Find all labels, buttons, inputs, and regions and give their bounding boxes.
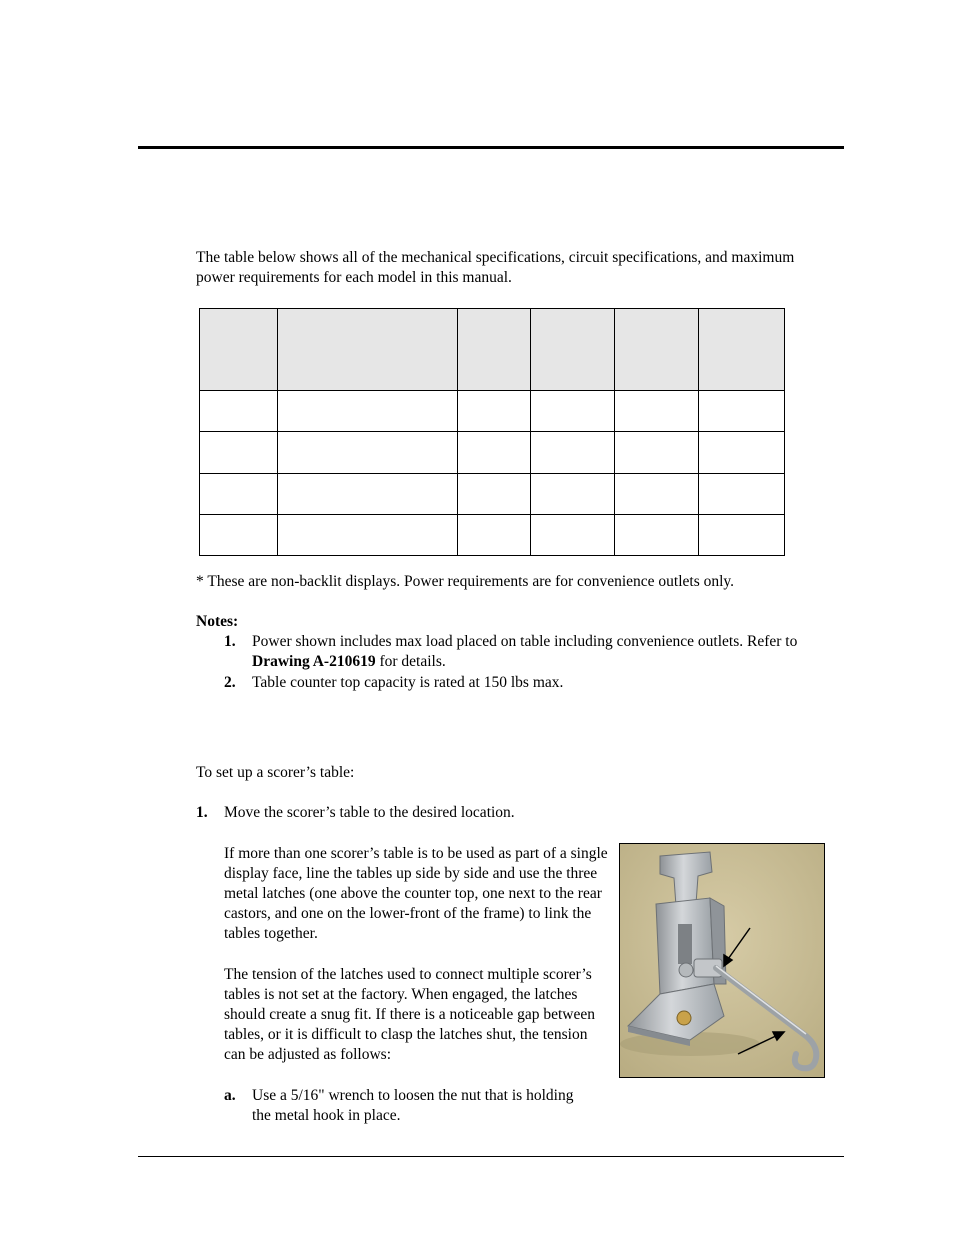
table-cell [458,391,531,432]
note-number: 2. [224,674,236,691]
table-cell [615,432,699,473]
table-cell [200,432,278,473]
table-cell [531,391,615,432]
table-cell [699,391,785,432]
table-cell [531,473,615,514]
table-cell [699,473,785,514]
intro-paragraph: The table below shows all of the mechanical specifications, circuit specifications, and maximum power requirements for each model in this manual. [196,249,795,286]
table-row [200,391,785,432]
table-cell [278,391,458,432]
latch-photo [619,843,825,1078]
table-cell [615,391,699,432]
table-row [200,514,785,555]
table-header-cell [615,309,699,391]
table-header-cell [458,309,531,391]
table-cell [531,432,615,473]
table-header-cell [278,309,458,391]
footer-rule [138,1156,844,1157]
table-row [200,432,785,473]
table-header-cell [531,309,615,391]
substep-a-text: Use a 5/16" wrench to loosen the nut that is holding the metal hook in place. [252,1087,574,1124]
note-text: Power shown includes max load placed on table including convenience outlets. Refer to [252,633,798,650]
note-text: for details. [375,653,446,670]
table-cell [458,514,531,555]
table-cell [278,432,458,473]
table-cell [278,514,458,555]
table-cell [200,473,278,514]
table-cell [615,473,699,514]
table-row [200,473,785,514]
latch-paragraph: If more than one scorer’s table is to be used as part of a single display face, line the tables up side by side and use the three metal latches (one above the counter top, one next to the rear castors, and one on the lower-front of the frame) to link the tables together. [224,845,608,942]
table-header-row [200,309,785,391]
note-item-2: Table counter top capacity is rated at 150 lbs max. [252,674,564,691]
table-cell [699,514,785,555]
table-cell [200,391,278,432]
note-number: 1. [224,633,236,650]
setup-intro: To set up a scorer’s table: [196,764,355,781]
drawing-reference: Drawing A-210619 [252,653,376,670]
header-rule [138,146,844,149]
table-cell [458,432,531,473]
tension-paragraph: The tension of the latches used to connect multiple scorer’s tables is not set at the factory. When engaged, the latches should create a snug fit. If there is a noticeable gap between tables, or it is difficult to clasp the latches shut, the tension can be adjusted as follows: [224,966,595,1063]
table-header-cell [200,309,278,391]
table-cell [615,514,699,555]
specifications-table [199,308,785,556]
table-cell [200,514,278,555]
latch-illustration [620,844,824,1077]
step-1-text: Move the scorer’s table to the desired location. [224,804,515,821]
table-cell [278,473,458,514]
table-cell [531,514,615,555]
table-cell [458,473,531,514]
table-header-cell [699,309,785,391]
note-item-1 [252,632,844,672]
substep-letter: a. [224,1087,236,1104]
table-cell [699,432,785,473]
table-footnote: * These are non-backlit displays. Power requirements are for convenience outlets only. [196,573,735,590]
notes-heading: Notes: [196,613,239,630]
step-number: 1. [196,804,208,821]
